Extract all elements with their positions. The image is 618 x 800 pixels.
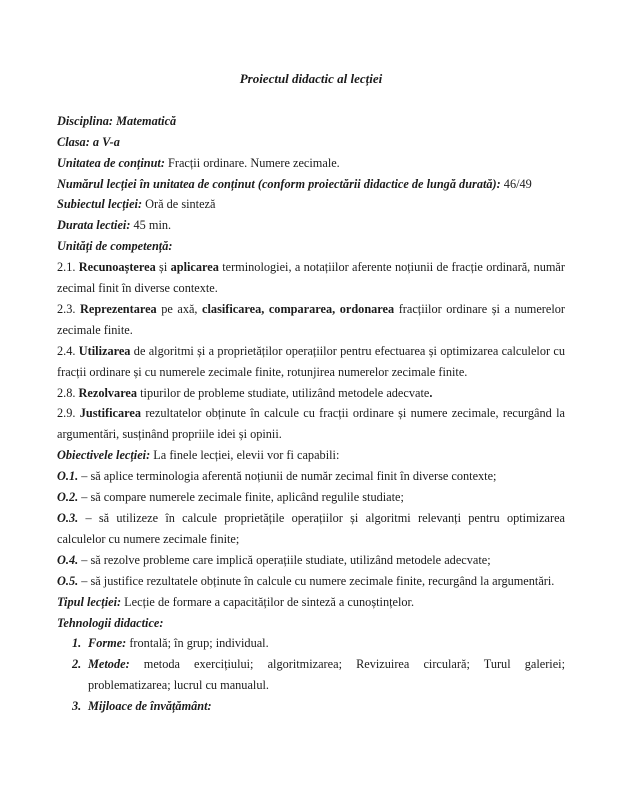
text-segment: și: [155, 260, 171, 275]
text-segment: Mijloace de învățământ:: [88, 699, 212, 714]
paragraph: [57, 550, 565, 571]
paragraph: [57, 257, 565, 299]
list-item-number: 1.: [72, 636, 82, 651]
text-segment: Justificarea: [79, 406, 142, 421]
paragraph: [57, 508, 565, 550]
paragraph: [57, 299, 565, 341]
list-item-number: 3.: [72, 699, 82, 714]
list-item-number: 2.: [72, 657, 82, 672]
paragraph: [57, 613, 565, 634]
text-segment: Disciplina: Matematică: [57, 113, 177, 128]
text-segment: 45 min.: [133, 218, 172, 233]
text-segment: clasificarea, compararea, ordonarea: [202, 301, 395, 316]
text-segment: 2.3.: [57, 301, 80, 316]
text-segment: – să justifice rezultatele obținute în calcule cu numere zecimale finite, recurgând la argumentări.: [78, 573, 555, 588]
text-segment: Rezolvarea: [78, 385, 138, 400]
paragraph: [57, 215, 565, 236]
paragraph: [57, 383, 565, 404]
text-segment: 46/49: [503, 176, 532, 191]
text-segment: Reprezentarea: [79, 301, 157, 316]
text-segment: Oră de sinteză: [145, 197, 216, 212]
text-segment: Durata lectiei:: [57, 218, 134, 233]
text-segment: Fracții ordinare. Numere zecimale.: [168, 155, 340, 170]
paragraph: [57, 153, 565, 174]
text-segment: tipurilor de probleme studiate, utilizând metodele adecvate: [137, 385, 430, 400]
text-segment: 2.9.: [57, 406, 80, 421]
paragraph: [57, 403, 565, 445]
text-segment: Unitatea de conținut:: [57, 155, 169, 170]
paragraph: [57, 174, 565, 195]
text-segment: – să aplice terminologia aferentă noțiunii de număr zecimal finit în diverse contexte;: [78, 469, 497, 484]
text-segment: .: [429, 385, 433, 400]
text-segment: O.3.: [57, 511, 79, 526]
text-segment: – să rezolve probleme care implică operațiile studiate, utilizând metodele adecvate;: [78, 552, 491, 567]
text-segment: Obiectivele lecției:: [57, 448, 154, 463]
paragraph: [57, 236, 565, 257]
text-segment: fracțiilor ordinare și a numerelor zecimale finite.: [57, 301, 565, 337]
text-segment: Lecție de formare a capacităților de sinteză a cunoștințelor.: [124, 594, 415, 609]
text-segment: Clasa: a V-a: [57, 134, 120, 149]
text-segment: O.1.: [57, 469, 79, 484]
paragraph: [57, 571, 565, 592]
paragraph: [57, 592, 565, 613]
text-segment: frontală; în grup; individual.: [129, 636, 269, 651]
text-segment: 2.1.: [57, 260, 79, 275]
text-segment: Unități de competență:: [57, 239, 173, 254]
text-segment: Recunoașterea: [78, 260, 156, 275]
paragraph: [57, 111, 565, 132]
list-item: [57, 654, 565, 696]
paragraph: [57, 194, 565, 215]
text-segment: – să compare numerele zecimale finite, aplicând regulile studiate;: [78, 490, 404, 505]
text-segment: Utilizarea: [78, 343, 131, 358]
paragraph: [57, 487, 565, 508]
paragraph: [57, 341, 565, 383]
text-segment: Metode:: [88, 657, 144, 672]
text-segment: metoda exercițiului; algoritmizarea; Revizuirea circulară; Turul galeriei; problematizarea; lucrul cu manualul.: [88, 657, 566, 693]
text-segment: Numărul lecției în unitatea de conținut (conform proiectării didactice de lungă durată):: [57, 176, 504, 191]
page-title: Proiectul didactic al lecției: [239, 71, 383, 86]
text-segment: rezultatelor obținute în calcule cu fracții ordinare și numere zecimale, recurgând la argumentări, susținând propriile idei și opinii.: [57, 406, 565, 442]
list-item: [57, 633, 565, 654]
paragraph: [57, 445, 565, 466]
paragraph: [57, 466, 565, 487]
text-segment: aplicarea: [170, 260, 219, 275]
text-segment: pe axă,: [156, 301, 203, 316]
text-segment: O.5.: [57, 573, 79, 588]
text-segment: – să utilizeze în calcule proprietățile operațiilor și algoritmi relevanți pentru optimizarea calculelor cu numere zecimale finite;: [57, 511, 565, 546]
text-segment: 2.4.: [57, 343, 79, 358]
text-segment: La finele lecției, elevii vor fi capabili:: [153, 448, 340, 463]
text-segment: Subiectul lecției:: [57, 197, 146, 212]
text-segment: Tehnologii didactice:: [57, 615, 164, 630]
document-body: [57, 111, 565, 717]
text-segment: O.4.: [57, 552, 79, 567]
text-segment: Forme:: [88, 636, 130, 651]
text-segment: O.2.: [57, 490, 79, 505]
list-item: [57, 696, 565, 717]
paragraph: [57, 132, 565, 153]
text-segment: terminologiei, a notațiilor aferente noțiunii de fracție ordinară, număr zecimal finit în diverse contexte.: [57, 260, 565, 296]
text-segment: Tipul lecției:: [57, 594, 125, 609]
text-segment: 2.8.: [57, 385, 79, 400]
text-segment: de algoritmi și a proprietăților operațiilor pentru efectuarea și optimizarea calculelor cu fracții ordinare și cu numerele zecimale finite, rotunjirea numerelor zecimale finite.: [57, 343, 565, 379]
